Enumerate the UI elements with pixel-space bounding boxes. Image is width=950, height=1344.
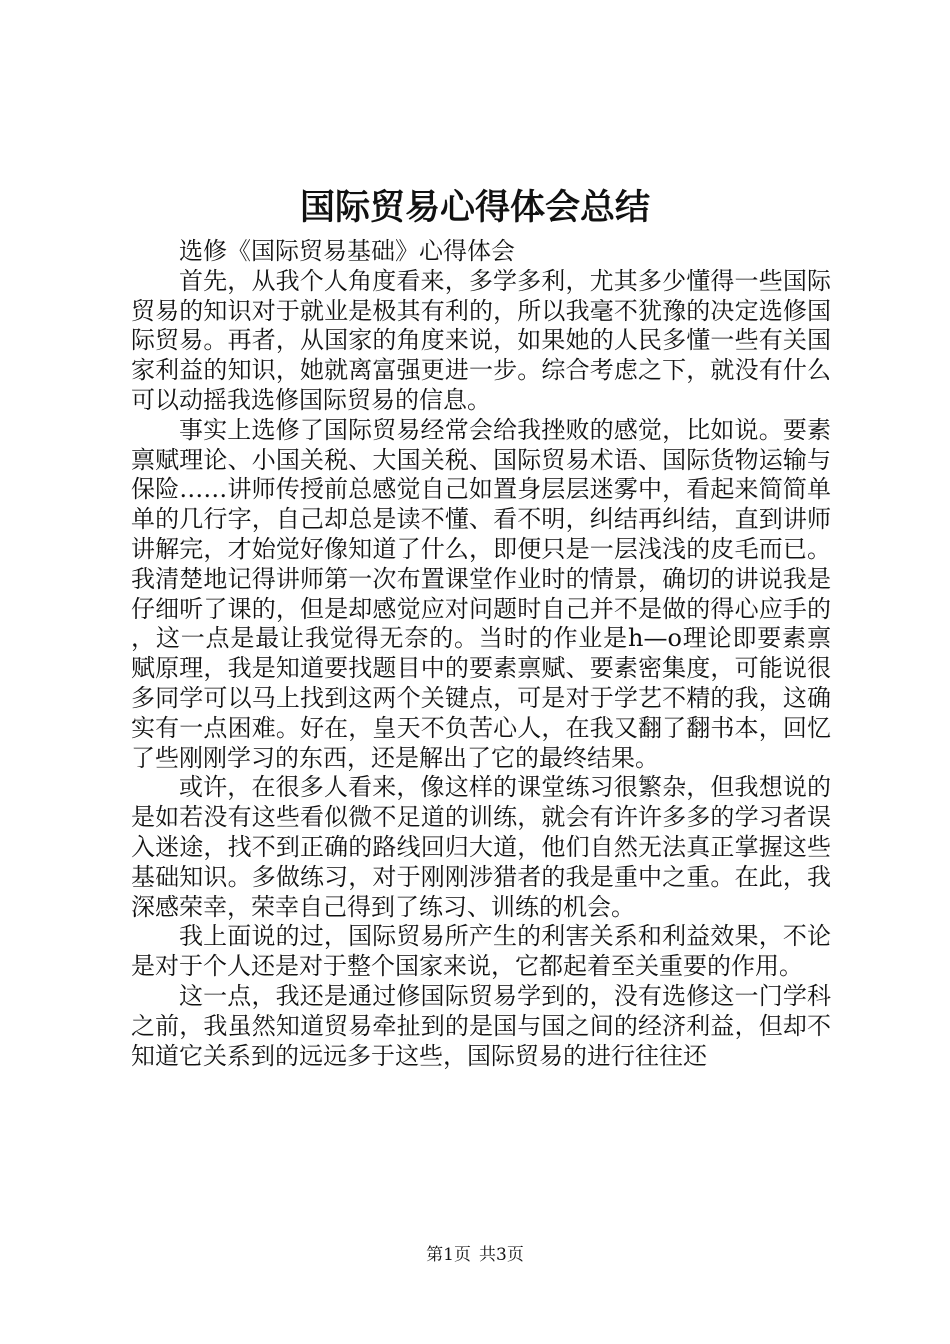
page-number: 第1页 [426,1245,471,1265]
page-footer [0,1243,950,1267]
body-paragraph-1: 首先，从我个人角度看来，多学多利，尤其多少懂得一些国际贸易的知识对于就业是极其有利的，所以我毫不犹豫的决定选修国际贸易。再者，从国家的角度来说，如果她的人民多懂一些有关国家利益的知识，她就离富强更进一步。综合考虑之下，就没有什么可以动摇我选修国际贸易的信息。 [131,266,831,414]
document-title: 国际贸易心得体会总结 [299,187,650,228]
page-total: 共3页 [479,1245,524,1265]
body-paragraph-2: 事实上选修了国际贸易经常会给我挫败的感觉，比如说。要素禀赋理论、小国关税、大国关税、国际贸易术语、国际货物运输与保险……讲师传授前总感觉自己如置身层层迷雾中，看起来简简单单的几行字，自己却总是读不懂、看不明，纠结再纠结，直到讲师讲解完，才始觉好像知道了什么，即便只是一层浅浅的皮毛而已。我清楚地记得讲师第一次布置课堂作业时的情景，确切的讲说我是仔细听了课的，但是却感觉应对问题时自己并不是做的得心应手的，这一点是最让我觉得无奈的。当时的作业是h—o理论即要素禀赋原理，我是知道要找题目中的要素禀赋、要素密集度，可能说很多同学可以马上找到这两个关键点，可是对于学艺不精的我，这确实有一点困难。好在，皇天不负苦心人，在我又翻了翻书本，回忆了些刚刚学习的东西，还是解出了它的最终结果。 [131,415,831,772]
body-paragraph-3: 或许，在很多人看来，像这样的课堂练习很繁杂，但我想说的是如若没有这些看似微不足道的训练，就会有许许多多的学习者误入迷途，找不到正确的路线回归大道，他们自然无法真正掌握这些基础知识。多做练习，对于刚刚涉猎者的我是重中之重。在此，我深感荣幸，荣幸自己得到了练习、训练的机会。 [131,773,831,921]
subtitle-paragraph: 选修《国际贸易基础》心得体会 [179,237,515,265]
body-paragraph-4: 我上面说的过，国际贸易所产生的利害关系和利益效果，不论是对于个人还是对于整个国家来说，它都起着至关重要的作用。 [131,922,831,981]
body-paragraph-5: 这一点，我还是通过修国际贸易学到的，没有选修这一门学科之前，我虽然知道贸易牵扯到的是国与国之间的经济利益，但却不知道它关系到的远远多于这些，国际贸易的进行往往还 [131,981,831,1070]
document-body [131,237,831,1071]
